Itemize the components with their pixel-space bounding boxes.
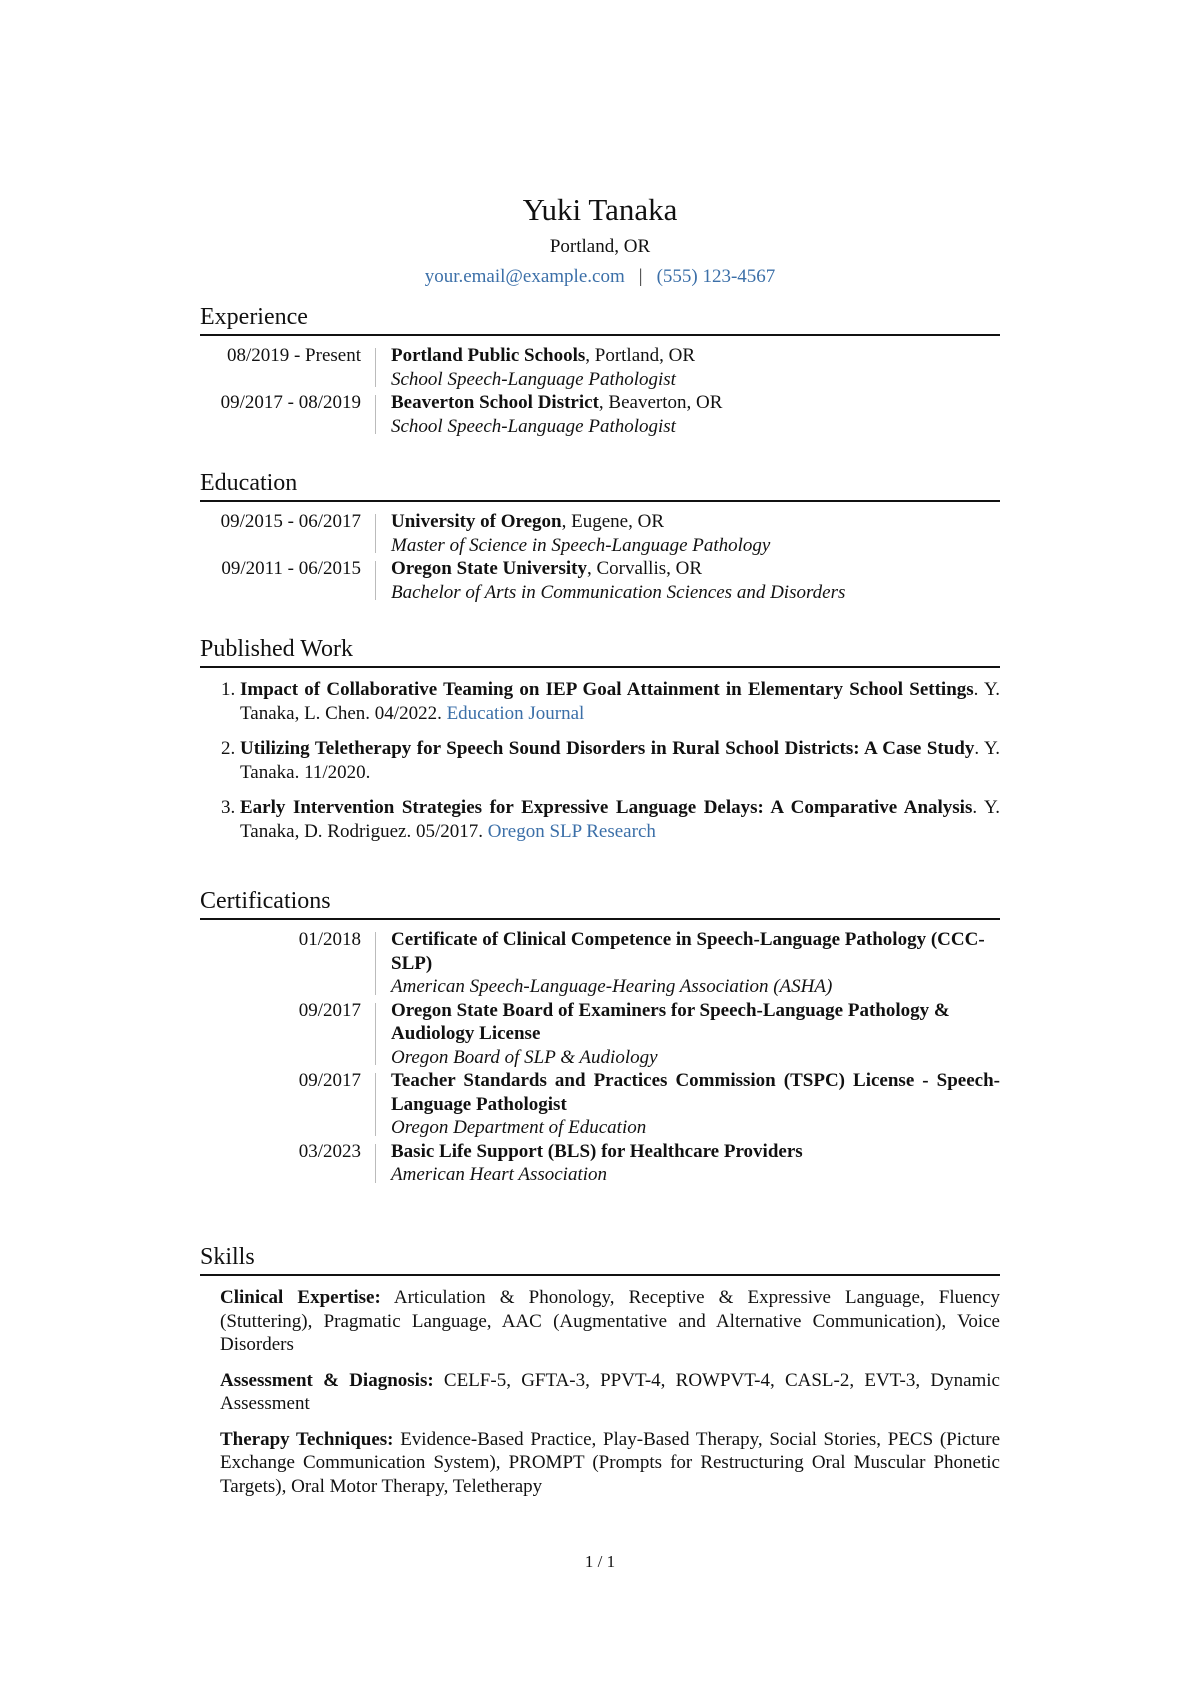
certification-issuer: Oregon Board of SLP & Audiology [391, 1046, 658, 1068]
resume-header [200, 190, 1000, 290]
skill-group [220, 1286, 1000, 1357]
page-number: 1 / 1 [584, 1552, 616, 1571]
contact-line [200, 264, 1000, 290]
entry-org: Portland Public Schools [391, 345, 586, 366]
skill-label: Assessment & Diagnosis: [220, 1369, 434, 1391]
certifications-heading: Certifications [200, 886, 1000, 920]
certification-name: Teacher Standards and Practices Commission (TSPC) License - Speech-Language Pathologist [391, 1070, 1000, 1115]
certification-entry [200, 1069, 1000, 1140]
entry-place: , Portland, OR [585, 345, 696, 366]
publication-list [200, 678, 1000, 843]
entry-date: 09/2017 [298, 999, 361, 1021]
entry-place: , Beaverton, OR [598, 392, 723, 413]
publication-details: . Y. Tanaka, L. Chen. 04/2022. [240, 679, 1000, 724]
publication-title: Impact of Collaborative Teaming on IEP Goal Attainment in Elementary School Settings [240, 679, 974, 700]
email-link[interactable]: your.email@example.com [424, 266, 625, 287]
publication-details: . Y. Tanaka. 11/2020. [240, 738, 1000, 783]
certification-issuer: American Heart Association [391, 1164, 608, 1185]
entry-date: 09/2011 - 06/2015 [221, 558, 361, 579]
entry-org: Oregon State University [391, 558, 587, 579]
publication-item [240, 796, 1000, 843]
candidate-name: Yuki Tanaka [522, 192, 678, 227]
entry-role: School Speech-Language Pathologist [391, 368, 676, 390]
entry-date: 03/2023 [298, 1140, 361, 1162]
entry-date: 09/2015 - 06/2017 [220, 511, 361, 532]
certification-entry [200, 1140, 1000, 1187]
education-entry [200, 557, 1000, 604]
skills-list [200, 1286, 1000, 1498]
skills-heading: Skills [200, 1242, 1000, 1276]
experience-entry [200, 344, 1000, 391]
skill-text: CELF-5, GFTA-3, PPVT-4, ROWPVT-4, CASL-2, EVT-3, Dynamic Assessment [220, 1369, 1000, 1414]
publication-title: Early Intervention Strategies for Expressive Language Delays: A Comparative Analysis [240, 797, 973, 818]
publication-venue-link[interactable]: Oregon SLP Research [487, 820, 656, 842]
publication-item [240, 737, 1000, 784]
entry-org: Beaverton School District [391, 392, 599, 413]
certification-entry [200, 928, 1000, 999]
entry-place: , Corvallis, OR [586, 558, 703, 579]
skill-label: Therapy Techniques: [220, 1428, 394, 1450]
certification-issuer: American Speech-Language-Hearing Association (ASHA) [391, 976, 833, 997]
published-heading: Published Work [200, 634, 1000, 668]
education-entry [200, 510, 1000, 557]
experience-entry [200, 391, 1000, 438]
contact-separator: | [638, 266, 643, 287]
experience-heading: Experience [200, 302, 1000, 336]
publication-item [240, 678, 1000, 725]
certification-issuer: Oregon Department of Education [391, 1117, 647, 1138]
entry-date: 01/2018 [298, 929, 361, 950]
candidate-location: Portland, OR [549, 236, 651, 257]
experience-section [200, 302, 1000, 438]
certifications-section [200, 886, 1000, 1187]
skill-text: Articulation & Phonology, Receptive & Expressive Language, Fluency (Stuttering), Pragmatic Language, AAC (Augmentative and Alternative Communication), Voice Disorders [220, 1287, 1000, 1355]
entry-role: Bachelor of Arts in Communication Sciences and Disorders [391, 581, 846, 603]
education-section [200, 468, 1000, 604]
entry-date: 09/2017 - 08/2019 [220, 392, 361, 413]
skill-label: Clinical Expertise: [220, 1287, 381, 1308]
entry-org: University of Oregon [391, 511, 562, 532]
skill-group [220, 1428, 1000, 1499]
entry-role: Master of Science in Speech-Language Pathology [391, 534, 771, 556]
publication-details: . Y. Tanaka, D. Rodriguez. 05/2017. [240, 797, 1000, 842]
certification-name: Certificate of Clinical Competence in Speech-Language Pathology (CCC-SLP) [391, 929, 985, 974]
certification-name: Oregon State Board of Examiners for Speech-Language Pathology & Audiology License [391, 999, 950, 1044]
entry-date: 09/2017 [298, 1070, 361, 1091]
skill-text: Evidence-Based Practice, Play-Based Therapy, Social Stories, PECS (Picture Exchange Communication System), PROMPT (Prompts for Restructuring Oral Muscular Phonetic Targets), Oral Motor Therapy, Teletherapy [220, 1428, 1000, 1497]
publication-venue-link[interactable]: Education Journal [446, 702, 585, 724]
publication-title: Utilizing Teletherapy for Speech Sound Disorders in Rural School Districts: A Case Study [240, 738, 975, 759]
certification-name: Basic Life Support (BLS) for Healthcare Providers [391, 1140, 803, 1162]
skills-section [200, 1242, 1000, 1510]
published-section [200, 634, 1000, 855]
resume-page [200, 0, 1000, 1683]
entry-place: , Eugene, OR [561, 511, 665, 532]
entry-date: 08/2019 - Present [226, 345, 361, 366]
phone-link[interactable]: (555) 123-4567 [656, 266, 776, 287]
entry-role: School Speech-Language Pathologist [391, 415, 676, 437]
certification-entry [200, 999, 1000, 1070]
skill-group [220, 1369, 1000, 1416]
education-heading: Education [200, 468, 1000, 502]
